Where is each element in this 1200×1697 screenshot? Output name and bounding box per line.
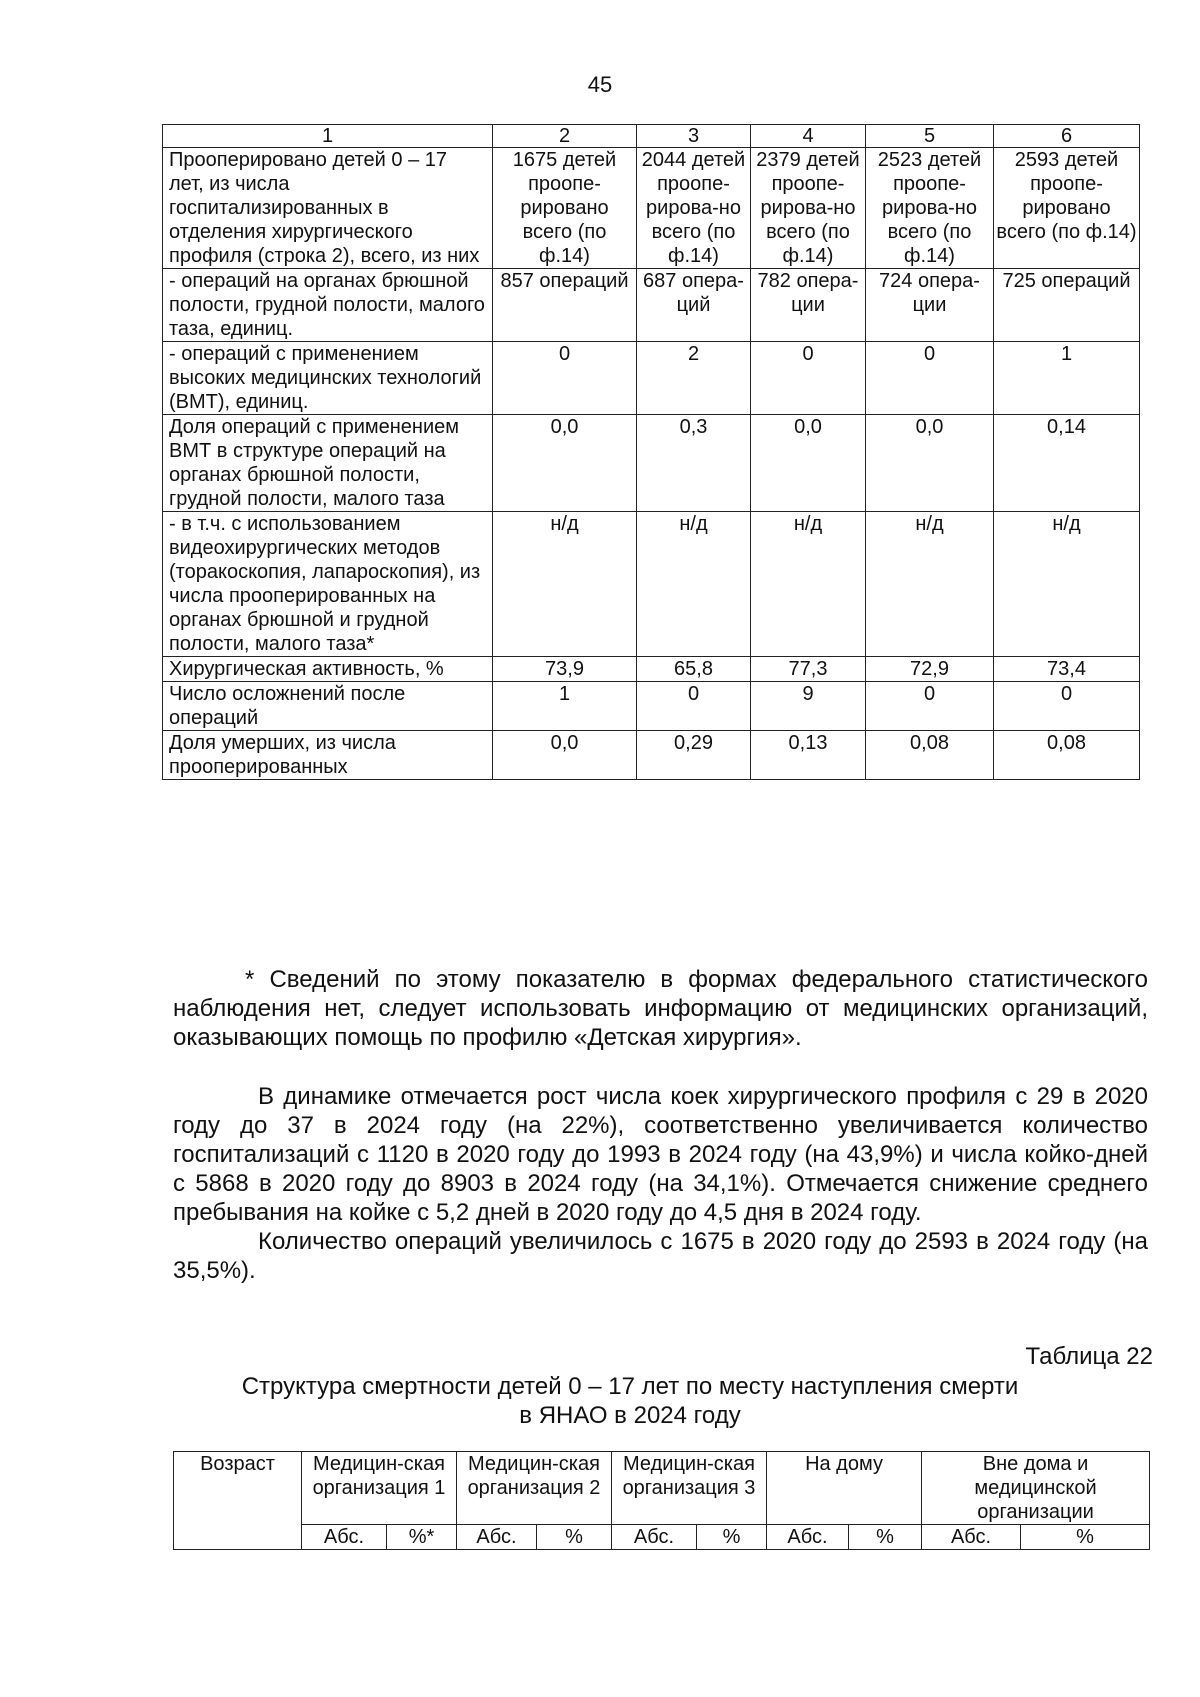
- table-cell: 0,29: [637, 731, 751, 780]
- table-cell: 65,8: [637, 657, 751, 682]
- age-header: Возраст: [174, 1452, 302, 1550]
- body-paragraphs: [173, 1082, 1148, 1285]
- paragraph: В динамике отмечается рост числа коек хирургического профиля с 29 в 2020 году до 37 в 2024 году (на 22%), соответственно увеличивается количество госпитализаций с 1120 в 2020 году до 1993 в 2024 году (на 43,9%) и числа койко-дней с 5868 в 2020 году до 8903 в 2024 году (на 34,1%). Отмечается снижение среднего пребывания на койке с 5,2 дней в 2020 году до 4,5 дня в 2024 году.: [173, 1083, 1148, 1226]
- table-cell: 0: [866, 682, 994, 731]
- table-cell: н/д: [751, 512, 866, 657]
- table-cell: 73,9: [493, 657, 637, 682]
- table-cell: 1: [994, 342, 1140, 415]
- group-header: Медицин-ская организация 3: [612, 1452, 767, 1525]
- table-header-row: [163, 125, 1140, 148]
- table-cell: 0,13: [751, 731, 866, 780]
- table-cell: 77,3: [751, 657, 866, 682]
- table-cell: 0,14: [994, 415, 1140, 512]
- table-cell: 782 опера-ции: [751, 269, 866, 342]
- table-row: [163, 512, 1140, 657]
- mortality-structure-table: [173, 1451, 1150, 1550]
- subheader-cell: Абс.: [922, 1525, 1021, 1550]
- subheader-cell: %: [697, 1525, 767, 1550]
- table-cell: 0: [866, 342, 994, 415]
- table-row: [163, 731, 1140, 780]
- table-row: [163, 682, 1140, 731]
- column-number: 4: [751, 125, 866, 148]
- table-header-row: [174, 1452, 1150, 1525]
- table-cell: 9: [751, 682, 866, 731]
- column-number: 1: [163, 125, 493, 148]
- table-cell: 2044 детей проопе-рирова-но всего (по ф.14): [637, 148, 751, 269]
- row-label: Доля операций с применением ВМТ в структуре операций на органах брюшной полости, грудной полости, малого таза: [163, 415, 493, 512]
- row-label: - в т.ч. с использованием видеохирургических методов (торакоскопия, лапароскопия), из числа прооперированных на органах брюшной и грудной полости, малого таза*: [163, 512, 493, 657]
- table-row: [163, 415, 1140, 512]
- table-cell: 1675 детей проопе-рировано всего (по ф.14): [493, 148, 637, 269]
- row-label: - операций с применением высоких медицинских технологий (ВМТ), единиц.: [163, 342, 493, 415]
- table-title: [200, 1372, 1060, 1430]
- table-cell: 0: [637, 682, 751, 731]
- group-header: На дому: [767, 1452, 922, 1525]
- table-cell: н/д: [866, 512, 994, 657]
- column-number: 6: [994, 125, 1140, 148]
- footnote: [173, 965, 1148, 1052]
- table-number: Таблица 22: [1025, 1343, 1153, 1370]
- table-cell: 73,4: [994, 657, 1140, 682]
- group-header: Медицин-ская организация 2: [457, 1452, 612, 1525]
- surgery-statistics-table: [162, 124, 1140, 780]
- table-cell: 0: [493, 342, 637, 415]
- table-cell: 2523 детей проопе-рирова-но всего (по ф.14): [866, 148, 994, 269]
- row-label: Доля умерших, из числа прооперированных: [163, 731, 493, 780]
- row-label: Прооперировано детей 0 – 17 лет, из числа госпитализированных в отделения хирургического профиля (строка 2), всего, из них: [163, 148, 493, 269]
- column-number: 2: [493, 125, 637, 148]
- footnote-text: * Сведений по этому показателю в формах федерального статистического наблюдения нет, следует использовать информацию от медицинских организаций, оказывающих помощь по профилю «Детская хирургия».: [173, 966, 1148, 1051]
- table-cell: 0: [994, 682, 1140, 731]
- table-cell: н/д: [637, 512, 751, 657]
- column-number: 3: [637, 125, 751, 148]
- table-cell: 0,0: [493, 731, 637, 780]
- row-label: Число осложнений после операций: [163, 682, 493, 731]
- table-cell: 0: [751, 342, 866, 415]
- table-row: [163, 148, 1140, 269]
- table-cell: 0,08: [994, 731, 1140, 780]
- row-label: - операций на органах брюшной полости, грудной полости, малого таза, единиц.: [163, 269, 493, 342]
- row-label: Хирургическая активность, %: [163, 657, 493, 682]
- table-row: [163, 269, 1140, 342]
- subheader-cell: Абс.: [457, 1525, 537, 1550]
- group-header: Вне дома и медицинской организации: [922, 1452, 1150, 1525]
- subheader-cell: Абс.: [302, 1525, 387, 1550]
- subheader-cell: %: [537, 1525, 612, 1550]
- subheader-cell: Абс.: [612, 1525, 697, 1550]
- table-cell: 857 операций: [493, 269, 637, 342]
- table-cell: 0,0: [751, 415, 866, 512]
- table-row: [163, 657, 1140, 682]
- table-cell: 2593 детей проопе-рировано всего (по ф.14): [994, 148, 1140, 269]
- table-cell: н/д: [994, 512, 1140, 657]
- group-header: Медицин-ская организация 1: [302, 1452, 457, 1525]
- table-subheader-row: [174, 1525, 1150, 1550]
- column-number: 5: [866, 125, 994, 148]
- table-row: [163, 342, 1140, 415]
- paragraph: Количество операций увеличилось с 1675 в 2020 году до 2593 в 2024 году (на 35,5%).: [173, 1228, 1148, 1284]
- subheader-cell: Абс.: [767, 1525, 849, 1550]
- table-cell: 2: [637, 342, 751, 415]
- page-number: 45: [587, 72, 613, 97]
- table-cell: 1: [493, 682, 637, 731]
- table-cell: 0,3: [637, 415, 751, 512]
- table-cell: 2379 детей проопе-рирова-но всего (по ф.14): [751, 148, 866, 269]
- table-title-line: Структура смертности детей 0 – 17 лет по месту наступления смерти: [241, 1373, 1019, 1400]
- table-cell: 72,9: [866, 657, 994, 682]
- table-title-line: в ЯНАО в 2024 году: [519, 1402, 741, 1429]
- table-cell: 725 операций: [994, 269, 1140, 342]
- table-cell: 0,08: [866, 731, 994, 780]
- table-cell: 724 опера-ции: [866, 269, 994, 342]
- table-cell: н/д: [493, 512, 637, 657]
- subheader-cell: %*: [387, 1525, 457, 1550]
- table-cell: 0,0: [493, 415, 637, 512]
- subheader-cell: %: [1021, 1525, 1150, 1550]
- subheader-cell: %: [849, 1525, 922, 1550]
- table-cell: 687 опера-ций: [637, 269, 751, 342]
- table-cell: 0,0: [866, 415, 994, 512]
